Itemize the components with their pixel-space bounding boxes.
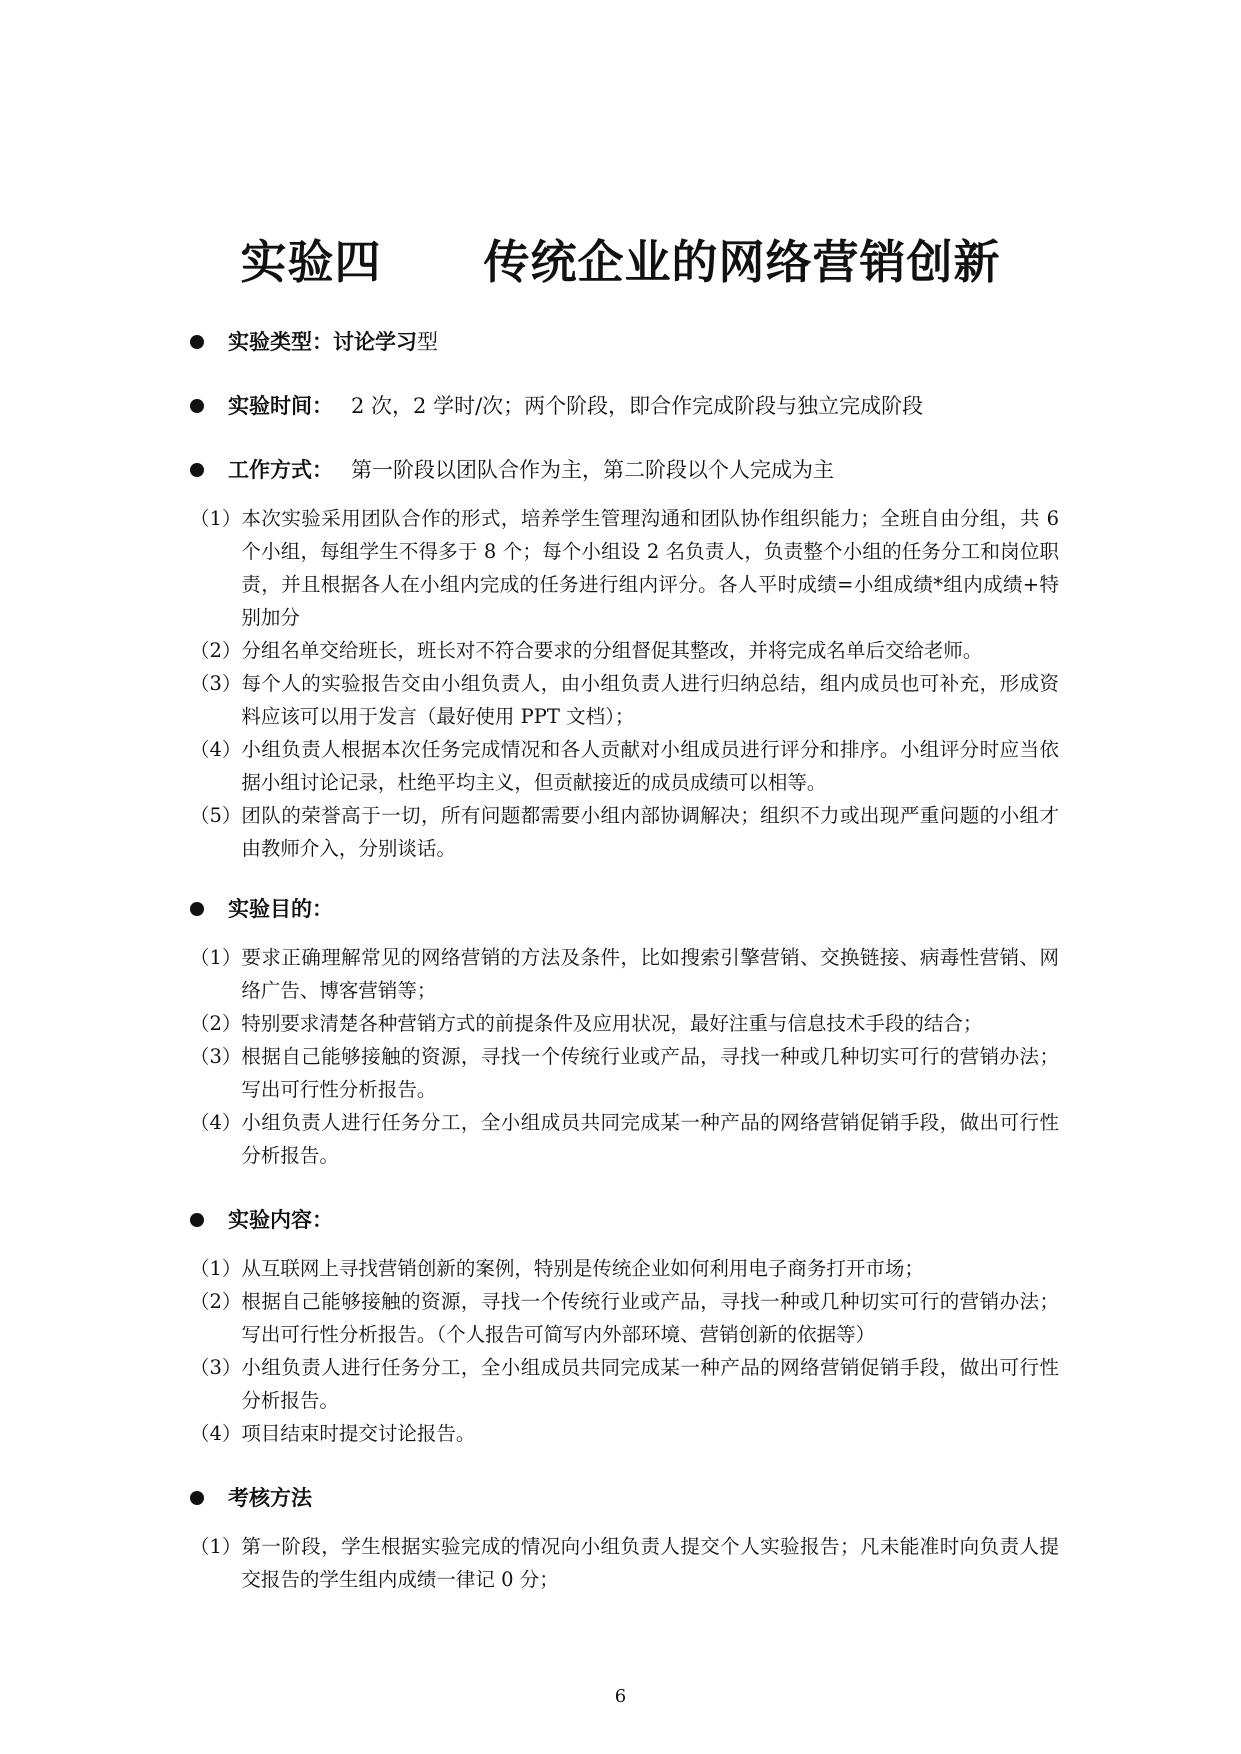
list-item <box>190 1417 1059 1450</box>
list-item-text: 第一阶段，学生根据实验完成的情况向小组负责人提交个人实验报告；凡未能准时向负责人提交报告的学生组内成绩一律记 0 分； <box>241 1535 1059 1591</box>
list-item <box>190 799 1059 865</box>
list-item-text: 从互联网上寻找营销创新的案例，特别是传统企业如何利用电子商务打开市场； <box>241 1257 924 1280</box>
list-item-number: （1） <box>190 1535 242 1558</box>
list-item-text: 分组名单交给班长，班长对不符合要求的分组督促其整改，并将完成名单后交给老师。 <box>241 639 983 662</box>
work-mode-line <box>190 454 1059 486</box>
list-item-text: 要求正确理解常见的网络营销的方法及条件，比如搜索引擎营销、交换链接、病毒性营销、网络广告、博客营销等； <box>241 946 1059 1002</box>
assessment-label: 考核方法 <box>228 1486 312 1510</box>
bullet-icon <box>190 1491 204 1505</box>
content-label: 实验内容： <box>228 1208 333 1232</box>
purpose-heading <box>190 893 1059 925</box>
experiment-time-label: 实验时间： <box>228 394 333 418</box>
list-item-number: （3） <box>190 672 242 695</box>
list-item-number: （3） <box>190 1356 242 1379</box>
list-item <box>190 1285 1059 1351</box>
experiment-type-label: 实验类型：讨论学习 <box>228 330 417 354</box>
assessment-list <box>190 1530 1059 1596</box>
list-item <box>190 634 1059 667</box>
list-item-number: （1） <box>190 946 242 969</box>
list-item-text: 特别要求清楚各种营销方式的前提条件及应用状况，最好注重与信息技术手段的结合； <box>241 1012 983 1035</box>
experiment-time-value: 2 次，2 学时/次；两个阶段，即合作完成阶段与独立完成阶段 <box>351 394 924 418</box>
assessment-heading <box>190 1482 1059 1514</box>
list-item <box>190 667 1059 733</box>
purpose-list <box>190 941 1059 1172</box>
list-item-number: （1） <box>190 1257 242 1280</box>
list-item <box>190 941 1059 1007</box>
content-list <box>190 1252 1059 1450</box>
assessment-section <box>190 1482 1059 1596</box>
content-section <box>190 1204 1059 1450</box>
experiment-type-line <box>190 326 1059 358</box>
list-item <box>190 1530 1059 1596</box>
list-item-text: 小组负责人进行任务分工，全小组成员共同完成某一种产品的网络营销促销手段，做出可行性分析报告。 <box>241 1111 1059 1167</box>
bullet-icon <box>190 335 204 349</box>
list-item-text: 小组负责人根据本次任务完成情况和各人贡献对小组成员进行评分和排序。小组评分时应当依据小组讨论记录，杜绝平均主义，但贡献接近的成员成绩可以相等。 <box>241 738 1059 794</box>
list-item <box>190 1007 1059 1040</box>
work-mode-section <box>190 454 1059 865</box>
list-item-text: 每个人的实验报告交由小组负责人，由小组负责人进行归纳总结，组内成员也可补充，形成资料应该可以用于发言（最好使用 PPT 文档）； <box>241 672 1059 728</box>
list-item <box>190 1040 1059 1106</box>
list-item-text: 根据自己能够接触的资源，寻找一个传统行业或产品，寻找一种或几种切实可行的营销办法；写出可行性分析报告。 <box>241 1045 1059 1101</box>
list-item-number: （1） <box>190 507 242 530</box>
list-item-number: （4） <box>190 1422 242 1445</box>
page-number: 6 <box>614 1686 627 1707</box>
list-item-text: 项目结束时提交讨论报告。 <box>241 1422 476 1445</box>
list-item-number: （5） <box>190 804 242 827</box>
work-mode-label: 工作方式： <box>228 458 333 482</box>
list-item <box>190 502 1059 634</box>
work-mode-list <box>190 502 1059 865</box>
list-item <box>190 1351 1059 1417</box>
list-item-text: 团队的荣誉高于一切，所有问题都需要小组内部协调解决；组织不力或出现严重问题的小组才由教师介入，分别谈话。 <box>241 804 1059 860</box>
work-mode-value: 第一阶段以团队合作为主，第二阶段以个人完成为主 <box>351 458 834 482</box>
list-item-number: （4） <box>190 738 242 761</box>
list-item-text: 根据自己能够接触的资源，寻找一个传统行业或产品，寻找一种或几种切实可行的营销办法；写出可行性分析报告。（个人报告可简写内外部环境、营销创新的依据等） <box>241 1290 1059 1346</box>
bullet-icon <box>190 463 204 477</box>
list-item <box>190 1106 1059 1172</box>
content-heading <box>190 1204 1059 1236</box>
bullet-icon <box>190 1213 204 1227</box>
list-item-number: （2） <box>190 1012 242 1035</box>
list-item-number: （3） <box>190 1045 242 1068</box>
experiment-type-suffix: 型 <box>417 330 438 354</box>
list-item-number: （2） <box>190 1290 242 1313</box>
list-item-number: （2） <box>190 639 242 662</box>
list-item-text: 小组负责人进行任务分工，全小组成员共同完成某一种产品的网络营销促销手段，做出可行性分析报告。 <box>241 1356 1059 1412</box>
list-item <box>190 733 1059 799</box>
list-item <box>190 1252 1059 1285</box>
page-title: 实验四 传统企业的网络营销创新 <box>240 235 1001 289</box>
list-item-number: （4） <box>190 1111 242 1134</box>
purpose-label: 实验目的： <box>228 897 333 921</box>
bullet-icon <box>190 399 204 413</box>
list-item-text: 本次实验采用团队合作的形式，培养学生管理沟通和团队协作组织能力；全班自由分组，共 6 个小组，每组学生不得多于 8 个；每个小组设 2 名负责人，负责整个小组的任务分工和岗位职责，并且根据各人在小组内完成的任务进行组内评分。各人平时成绩=小组成绩*组内成绩+特别加分 <box>241 507 1059 629</box>
purpose-section <box>190 893 1059 1172</box>
experiment-time-line <box>190 390 1059 422</box>
bullet-icon <box>190 902 204 916</box>
